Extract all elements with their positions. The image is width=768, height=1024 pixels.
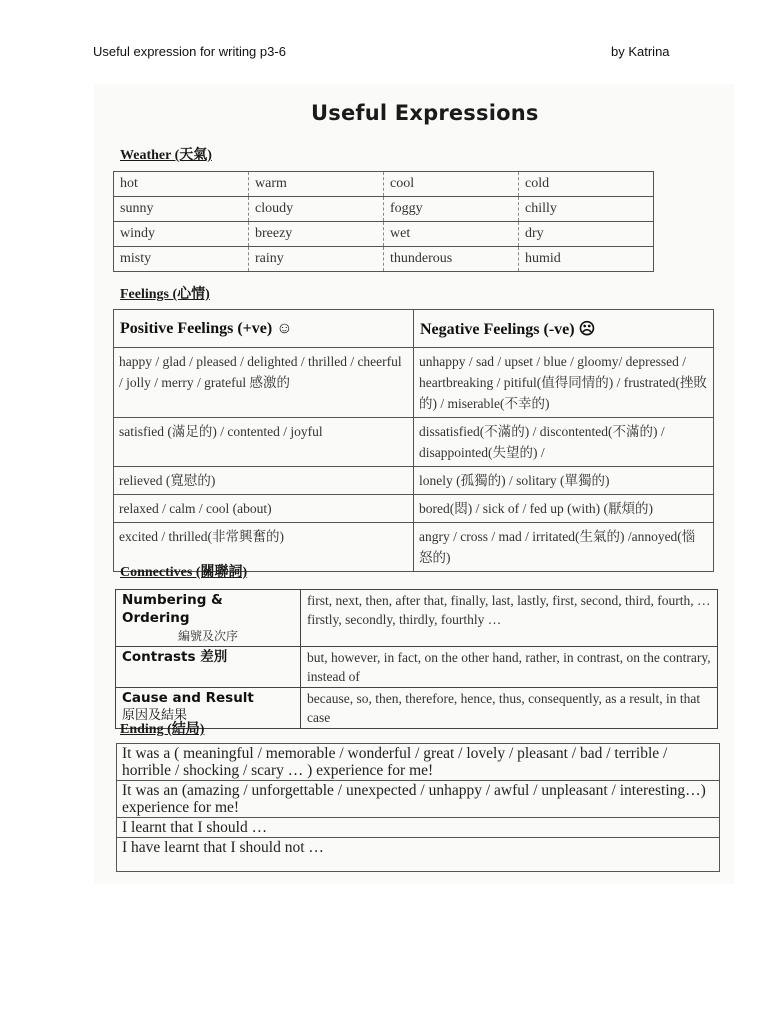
table-row xyxy=(114,467,714,495)
table-row xyxy=(114,222,654,247)
table-cell: unhappy / sad / upset / blue / gloomy/ depressed / heartbreaking / pitiful(值得同情的) / frustrated(挫敗的) / miserable(不幸的) xyxy=(414,348,714,418)
table-cell: relieved (寬慰的) xyxy=(114,467,414,495)
table-row xyxy=(114,418,714,467)
page-header-author: by Katrina xyxy=(611,44,670,59)
table-row xyxy=(116,590,718,647)
table-row xyxy=(117,838,720,872)
table-cell: foggy xyxy=(384,197,519,222)
table-row xyxy=(114,495,714,523)
connective-words: but, however, in fact, on the other hand, rather, in contrast, on the contrary, instead of xyxy=(301,647,718,688)
table-row xyxy=(114,247,654,272)
table-cell: humid xyxy=(519,247,654,272)
table-cell: cold xyxy=(519,172,654,197)
table-cell: satisfied (滿足的) / contented / joyful xyxy=(114,418,414,467)
document-title: Useful Expressions xyxy=(311,101,539,125)
table-cell: angry / cross / mad / irritated(生氣的) /annoyed(惱怒的) xyxy=(414,523,714,572)
table-cell: happy / glad / pleased / delighted / thrilled / cheerful / jolly / merry / grateful 感激的 xyxy=(114,348,414,418)
table-cell: rainy xyxy=(249,247,384,272)
category-sublabel: 原因及結果 xyxy=(122,708,188,723)
category-label: Numbering & Ordering xyxy=(122,592,223,626)
table-cell: breezy xyxy=(249,222,384,247)
ending-table xyxy=(116,743,720,872)
connectives-table xyxy=(115,589,718,729)
page-header-title: Useful expression for writing p3-6 xyxy=(93,44,286,59)
connective-category xyxy=(116,647,301,688)
category-sublabel: 編號及次序 xyxy=(177,629,238,643)
table-row xyxy=(117,818,720,838)
table-row xyxy=(117,781,720,818)
table-cell: windy xyxy=(114,222,249,247)
connective-words: because, so, then, therefore, hence, thus, consequently, as a result, in that case xyxy=(301,688,718,729)
table-cell: chilly xyxy=(519,197,654,222)
table-row xyxy=(116,647,718,688)
table-row xyxy=(117,744,720,781)
table-row xyxy=(116,688,718,729)
table-row xyxy=(114,197,654,222)
table-row xyxy=(114,172,654,197)
category-label: Contrasts 差別 xyxy=(122,649,228,665)
category-label: Cause and Result xyxy=(122,690,254,706)
table-cell: sunny xyxy=(114,197,249,222)
table-cell: bored(悶) / sick of / fed up (with) (厭煩的) xyxy=(414,495,714,523)
table-cell: wet xyxy=(384,222,519,247)
table-row xyxy=(114,348,714,418)
connectives-heading: Connectives (關聯詞) xyxy=(120,565,248,580)
ending-sentence: It was an (amazing / unforgettable / unexpected / unhappy / awful / unpleasant / interesting…) experience for me! xyxy=(117,781,720,818)
table-cell: thunderous xyxy=(384,247,519,272)
weather-table xyxy=(113,171,654,272)
table-cell: dry xyxy=(519,222,654,247)
ending-sentence: I learnt that I should … xyxy=(117,818,720,838)
table-cell: cloudy xyxy=(249,197,384,222)
connective-words: first, next, then, after that, finally, last, lastly, first, second, third, fourth, …firstly, secondly, thirdly, fourthly … xyxy=(301,590,718,647)
feelings-table xyxy=(113,309,714,572)
table-header-row xyxy=(114,310,714,348)
table-cell: warm xyxy=(249,172,384,197)
feelings-heading: Feelings (心情) xyxy=(120,287,210,302)
table-cell: hot xyxy=(114,172,249,197)
connective-category xyxy=(116,590,301,647)
negative-feelings-header: Negative Feelings (-ve) ☹ xyxy=(414,310,714,348)
positive-feelings-header: Positive Feelings (+ve) ☺ xyxy=(114,310,414,348)
ending-sentence: It was a ( meaningful / memorable / wonderful / great / lovely / pleasant / bad / terrible / horrible / shocking / scary … ) experience for me! xyxy=(117,744,720,781)
weather-heading: Weather (天氣) xyxy=(120,148,212,163)
table-cell: lonely (孤獨的) / solitary (單獨的) xyxy=(414,467,714,495)
table-cell: dissatisfied(不滿的) / discontented(不滿的) / disappointed(失望的) / xyxy=(414,418,714,467)
table-cell: relaxed / calm / cool (about) xyxy=(114,495,414,523)
ending-sentence: I have learnt that I should not … xyxy=(117,838,720,872)
ending-heading: Ending (結局) xyxy=(120,722,205,737)
table-cell: excited / thrilled(非常興奮的) xyxy=(114,523,414,572)
table-cell: misty xyxy=(114,247,249,272)
table-cell: cool xyxy=(384,172,519,197)
